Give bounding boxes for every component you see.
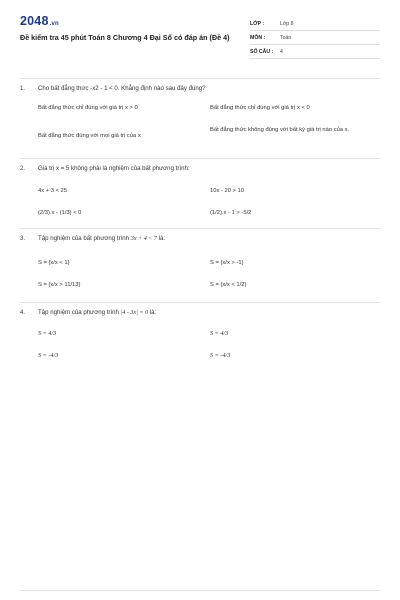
question-text: Giá trị x = 5 không phải là nghiệm của bất phương trình:: [38, 165, 190, 172]
question-math: |4 - 3x| = 0: [120, 310, 149, 316]
meta-value: Lớp 8: [280, 20, 294, 27]
footer-divider: [20, 590, 380, 591]
question-1: [20, 78, 380, 161]
answer-option[interactable]: Bất đẳng thức đúng với mọi giá trị của x: [38, 133, 141, 139]
question-text-start: Tập nghiệm của phương trình: [38, 309, 119, 316]
question-3: [20, 228, 380, 301]
answer-option[interactable]: (2/3).x - (1/3) < 0: [38, 210, 82, 216]
question-number: 1.: [20, 85, 26, 92]
question-header: [20, 165, 368, 172]
logo-suffix: .vn: [49, 21, 59, 27]
question-number: 3.: [20, 235, 26, 242]
question-text: [38, 309, 368, 316]
meta-key: LỚP :: [250, 20, 265, 27]
answer-option[interactable]: S = {x/x > -1}: [210, 260, 244, 266]
answer-option[interactable]: S = -4/3: [38, 352, 59, 359]
question-header: [20, 85, 368, 92]
meta-row-class: [250, 17, 380, 31]
meta-key: SỐ CÂU :: [250, 48, 274, 55]
question-text: [38, 235, 368, 242]
meta-table: [250, 17, 380, 59]
answer-option[interactable]: S = 4/3: [38, 330, 57, 337]
question-number: 2.: [20, 165, 26, 172]
page-title: Đề kiểm tra 45 phút Toán 8 Chương 4 Đại Số có đáp án (Đề 4): [20, 33, 230, 42]
meta-value: 4: [280, 48, 283, 55]
question-text: Cho bất đẳng thức -x2 - 1 < 0. Khẳng định nào sau đây đúng?: [38, 85, 206, 92]
logo-text: 2048: [20, 14, 49, 28]
question-header: [20, 235, 368, 242]
question-math: 3x + 4 < 7: [130, 236, 157, 242]
meta-row-count: [250, 45, 380, 59]
answer-option[interactable]: S = {x/x > 11/13}: [38, 282, 81, 288]
answer-option[interactable]: S = 4/3: [210, 330, 229, 337]
question-text-end: là:: [149, 309, 157, 316]
site-logo[interactable]: [20, 14, 59, 28]
question-text-end: là:: [158, 235, 166, 242]
answer-option[interactable]: Bất đẳng thức chỉ đúng với giá trị x < 0: [210, 105, 310, 111]
question-4: [20, 302, 380, 373]
answer-option[interactable]: S = -4/3: [210, 352, 231, 359]
answer-option[interactable]: S = {x/x < 1}: [38, 260, 70, 266]
question-number: 4.: [20, 309, 26, 316]
answer-option[interactable]: S = {x/x < 1/2}: [210, 282, 247, 288]
meta-row-subject: [250, 31, 380, 45]
question-header: [20, 309, 368, 316]
header: [20, 14, 380, 74]
answer-option[interactable]: (1/2).x - 1 > -5/2: [210, 210, 252, 216]
meta-key: MÔN :: [250, 34, 266, 41]
answer-option[interactable]: 4x + 3 < 25: [38, 188, 68, 194]
question-2: [20, 158, 380, 229]
answer-option[interactable]: Bất đẳng thức chỉ đúng với giá trị x > 0: [38, 105, 138, 111]
answer-option[interactable]: Bất đẳng thức không đúng với bất kỳ giá trị nào của x.: [210, 127, 350, 133]
answer-option[interactable]: 10x - 20 > 10: [210, 188, 245, 194]
question-text-start: Tập nghiệm của bất phương trình: [38, 235, 130, 242]
meta-value: Toán: [280, 34, 292, 41]
